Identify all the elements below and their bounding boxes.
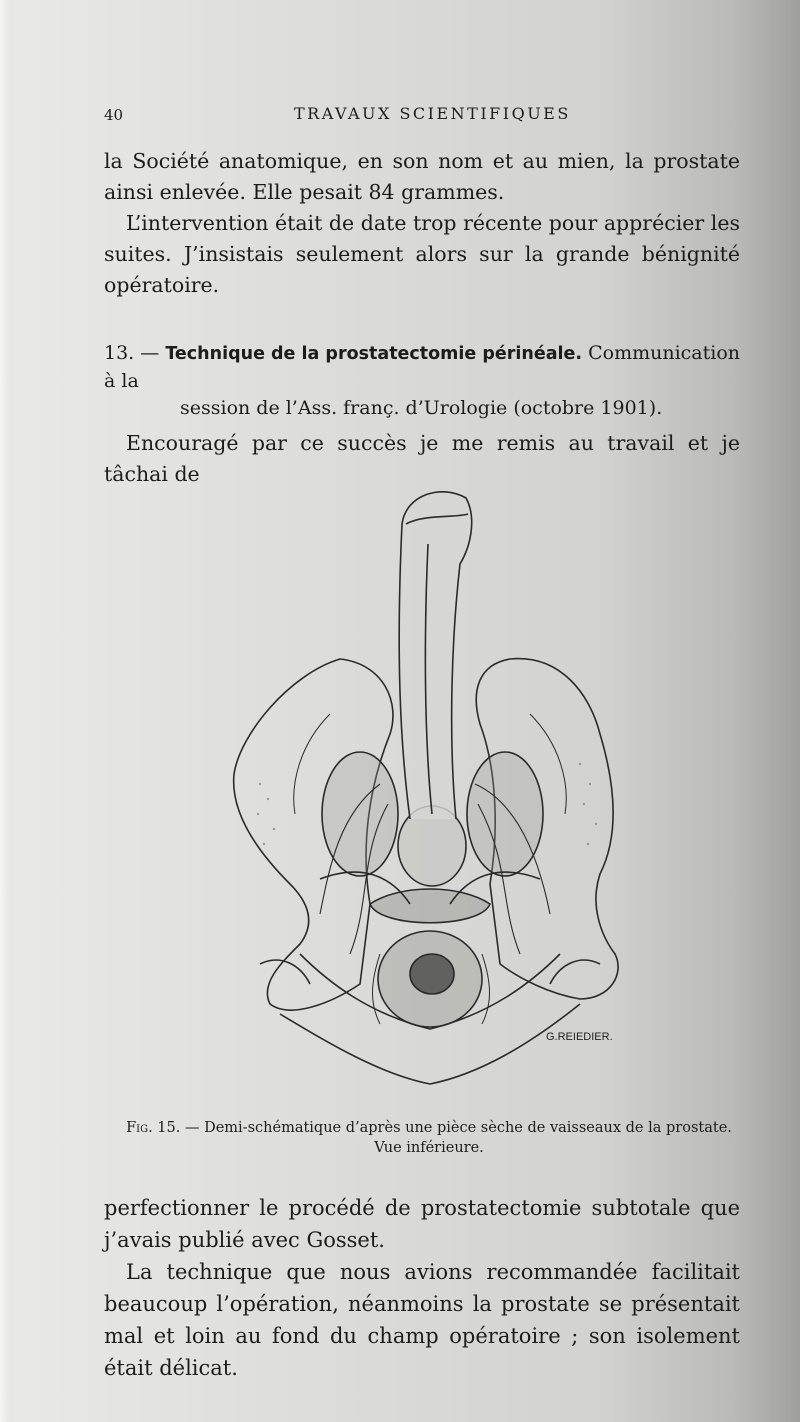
text-intro: [104, 428, 740, 490]
caption-label: Fig. 15.: [126, 1120, 181, 1136]
figure-caption: [106, 1118, 752, 1158]
paragraph: perfectionner le procédé de prostatectomie subtotale que j’avais publié avec Gosset.: [104, 1196, 740, 1252]
penis-shaft: [399, 492, 471, 819]
section-detail-line2: session de l’Ass. franç. d’Urologie (octobre 1901).: [180, 397, 663, 419]
text-bottom: [104, 1192, 740, 1384]
page-number: 40: [104, 106, 124, 124]
running-head: [104, 104, 744, 128]
caption-line2: Vue inférieure.: [374, 1140, 484, 1156]
anal-canal: [410, 954, 454, 994]
caption-text: — Demi-schématique d’après une pièce sèche de vaisseaux de la prostate.: [184, 1120, 732, 1136]
section-heading: [104, 340, 744, 422]
section-number: 13. —: [104, 342, 160, 364]
illustrator-signature: G.REIEDIER.: [546, 1031, 613, 1043]
page-edge: [0, 0, 12, 1422]
right-lobe: [467, 752, 543, 876]
pelvis-illustration: [220, 484, 640, 1104]
section-detail: Communication à la: [104, 342, 741, 392]
paragraph: La technique que nous avions recommandée facilitait beaucoup l’opération, néanmoins la prostate se présentait mal et loin au fond du champ opératoire ; son isolement était délicat.: [104, 1260, 740, 1380]
paragraph: L’intervention était de date trop récente pour apprécier les suites. J’insistais seulement alors sur la grande bénignité opératoire.: [104, 211, 740, 297]
text-top: [104, 146, 740, 301]
anatomical-figure: [220, 484, 640, 1104]
paragraph: la Société anatomique, en son nom et au mien, la prostate ainsi enlevée. Elle pesait 84 grammes.: [104, 149, 740, 204]
section-title: Technique de la prostatectomie périnéale.: [165, 344, 583, 364]
paragraph: Encouragé par ce succès je me remis au travail et je tâchai de: [104, 431, 740, 486]
running-title: TRAVAUX SCIENTIFIQUES: [294, 104, 571, 123]
